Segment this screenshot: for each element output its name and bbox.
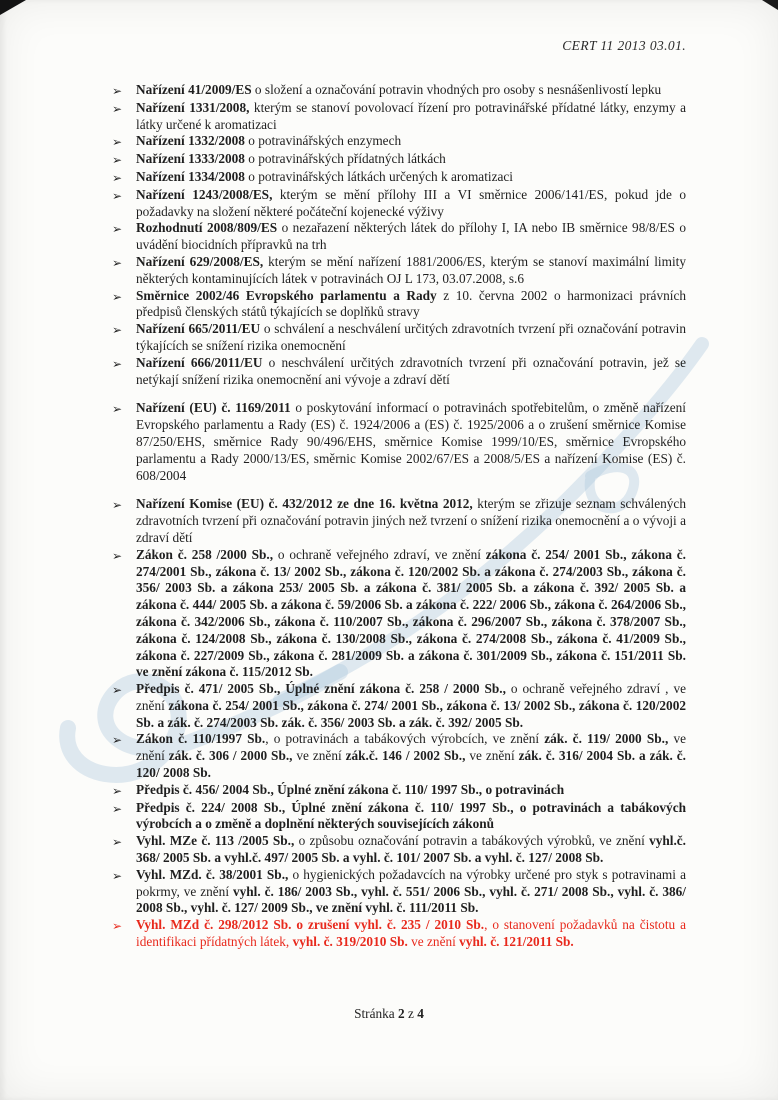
text-run: o potravinářských enzymech	[244, 133, 402, 149]
header-text: CERT 11 2013 03.01.	[562, 38, 686, 53]
list-bullet-icon: ➢	[112, 801, 123, 816]
text-run-bold: zákona č. 254/ 2001 Sb., zákona č. 274/2001 Sb., zákona č. 13/ 2002 Sb., zákona č. 120/2002 Sb. a zákona č. 274/2003 Sb., zákona č. 356/ 2003 Sb. a zákona 253/ 2005 Sb. a zákona č. 381/ 2005 Sb. a zákona č. 392/ 2005 Sb. a zákona č. 444/ 2005 Sb. a zákona č. 59/2006 Sb. a zákona č. 222/ 2006 Sb., zákona č. 264/2006 Sb., zákona č. 342/2006 Sb., zákona č. 110/2007 Sb., zákona č. 296/2007 Sb., zákona č. 378/2007 Sb., zákona č. 124/2008 Sb., zákona č. 130/2008 Sb., zákona č. 274/2008 Sb., zákona č. 41/2009 Sb., zákona č. 227/2009 Sb., zákona č. 281/2009 Sb. a zákona č. 301/2009 Sb., zákona č. 151/2011 Sb. ve znění zákona č. 115/2012 Sb.	[136, 546, 686, 680]
text-run-bold: 2	[398, 1006, 405, 1021]
text-run: ve znění	[136, 731, 686, 764]
list-bullet-icon: ➢	[112, 323, 123, 338]
list-bullet-icon: ➢	[112, 101, 123, 116]
list-item-text	[136, 800, 686, 834]
list-item-text	[136, 82, 686, 100]
text-run-bold: vyhl. č. 319/2010 Sb.	[292, 934, 408, 950]
text-run: o potravinářských látkách určených k aromatizaci	[244, 168, 513, 184]
text-run-bold: Nařízení 629/2008/ES,	[136, 253, 264, 269]
text-run: o poskytování informací o potravinách spotřebitelům, o změně nařízení Evropského parlamentu a Rady (ES) č. 1924/2006 a (ES) č. 1925/2006 a o zrušení směrnice Komise 87/250/EHS, směrnice Rady 90/496/EHS, směrnice Komise 1999/10/ES, směrnice Evropského parlamentu a Rady 2000/13/ES, směrnic Komise 2002/67/ES a 2008/5/ES a nařízení Komise (ES) č. 608/2004	[136, 400, 687, 483]
list-bullet-icon: ➢	[112, 868, 123, 883]
list-item-text	[136, 133, 686, 151]
text-run: kterým se stanoví povolovací řízení pro potravinářské přídatné látky, enzymy a látky určené k aromatizaci	[136, 99, 686, 132]
text-run: o schválení a neschválení určitých zdravotních tvrzení při označování potravin týkajících se snížení rizika onemocnění	[136, 321, 686, 353]
list-bullet-icon: ➢	[112, 498, 123, 513]
text-run: ve znění	[292, 748, 346, 764]
list-bullet-icon: ➢	[112, 919, 123, 934]
text-run: , o potravinách a tabákových výrobcích, ve znění	[265, 731, 545, 747]
text-run-bold: Předpis č. 471/ 2005 Sb., Úplné znění zákona č. 258 / 2000 Sb.,	[136, 681, 506, 697]
text-run-bold: zák. č. 316/ 2004 Sb. a zák. č. 120/ 2008 Sb.	[136, 748, 686, 781]
list-item	[112, 400, 686, 484]
list-item	[112, 731, 686, 781]
text-run: o složení a označování potravin vhodných pro osoby s nesnášenlivostí lepku	[251, 82, 662, 97]
list-item-text	[136, 400, 686, 484]
list-bullet-icon: ➢	[112, 222, 123, 237]
list-item	[112, 82, 686, 100]
list-bullet-icon: ➢	[112, 170, 123, 185]
text-run: z 10. června 2002 o harmonizaci právních předpisů členských států týkajících se doplňků stravy	[136, 287, 686, 320]
list-item-text	[136, 833, 686, 867]
list-item	[112, 917, 686, 951]
text-run-bold: Nařízení 41/2009/ES	[136, 82, 252, 97]
list-item-text	[136, 100, 686, 134]
list-bullet-icon: ➢	[112, 255, 123, 270]
list-item-text	[136, 254, 686, 288]
text-run-bold: Zákon č. 258 /2000 Sb.,	[136, 546, 274, 562]
list-bullet-icon: ➢	[112, 289, 123, 304]
text-run-bold: Nařízení 1331/2008,	[136, 99, 250, 115]
text-run: o neschválení určitých zdravotních tvrzení při označování potravin, jež se netýkají snížení rizika onemocnění ani vývoje a zdraví dětí	[136, 354, 686, 387]
list-item	[112, 800, 686, 834]
text-run-bold: Zákon č. 110/1997 Sb.	[136, 731, 266, 747]
list-bullet-icon: ➢	[112, 683, 123, 698]
text-run-bold: Směrnice 2002/46 Evropského parlamentu a Rady	[136, 287, 437, 303]
list-item-text	[136, 547, 686, 681]
text-run-bold: Předpis č. 456/ 2004 Sb., Úplné znění zákona č. 110/ 1997 Sb., o potravinách	[136, 781, 565, 797]
list-item	[112, 220, 686, 254]
list-bullet-icon: ➢	[112, 783, 123, 798]
text-run: ve znění	[465, 748, 519, 764]
text-run: o způsobu označování potravin a tabákových výrobků, ve znění	[294, 833, 650, 849]
list-item-text	[136, 731, 686, 781]
regulation-list	[112, 82, 686, 951]
text-run-bold: Vyhl. MZd. č. 38/2001 Sb.,	[136, 866, 289, 882]
list-item	[112, 151, 686, 169]
list-item	[112, 288, 686, 322]
text-run-bold: vyhl.č. 368/ 2005 Sb. a vyhl.č. 497/ 2005 Sb. a vyhl. č. 101/ 2007 Sb. a vyhl. č. 127/ 2008 Sb.	[136, 833, 686, 866]
list-bullet-icon: ➢	[112, 733, 123, 748]
text-run-bold: vyhl. č. 121/2011 Sb.	[459, 934, 574, 950]
text-run-bold: Nařízení (EU) č. 1169/2011	[136, 400, 291, 416]
list-item-text	[136, 355, 686, 389]
list-item-text	[136, 187, 686, 221]
list-bullet-icon: ➢	[112, 135, 123, 150]
text-run-bold: Předpis č. 224/ 2008 Sb., Úplné znění zákona č. 110/ 1997 Sb., o potravinách a tabákových výrobcích a o změně a doplnění některých souvisejících zákonů	[136, 799, 686, 832]
text-run: o nezařazení některých látek do přílohy I, IA nebo IB směrnice 98/8/ES o uvádění biocidních přípravků na trh	[136, 220, 686, 253]
text-run-bold: vyhl. č. 186/ 2003 Sb., vyhl. č. 551/ 2006 Sb., vyhl. č. 271/ 2008 Sb., vyhl. č. 386/ 2008 Sb., vyhl. č. 127/ 2009 Sb., ve znění vyhl. č. 111/2011 Sb.	[136, 883, 686, 916]
text-run-bold: zák. č. 119/ 2000 Sb.,	[544, 731, 669, 747]
list-item	[112, 100, 686, 134]
list-bullet-icon: ➢	[112, 548, 123, 563]
list-item	[112, 169, 686, 187]
text-run-bold: Vyhl. MZe č. 113 /2005 Sb.,	[136, 833, 295, 849]
text-run-bold: 4	[417, 1006, 424, 1021]
text-run: o ochraně veřejného zdraví , ve znění	[136, 681, 686, 713]
list-item-text	[136, 151, 686, 169]
text-run-bold: Nařízení 1333/2008	[136, 151, 245, 167]
list-bullet-icon: ➢	[112, 835, 123, 850]
list-item	[112, 496, 686, 546]
text-run-bold: zák.č. 146 / 2002 Sb.,	[345, 748, 466, 764]
list-item-text	[136, 496, 686, 546]
text-run-bold: Vyhl. MZd č. 298/2012 Sb. o zrušení vyhl. č. 235 / 2010 Sb.	[136, 917, 485, 933]
text-run-bold: Nařízení 1243/2008/ES,	[136, 186, 273, 202]
list-bullet-icon: ➢	[112, 402, 123, 417]
text-run-bold: Nařízení 1332/2008	[136, 133, 245, 149]
text-run-bold: Nařízení 666/2011/EU	[136, 354, 263, 370]
list-item	[112, 833, 686, 867]
text-run: Stránka	[354, 1006, 399, 1021]
list-item-text	[136, 782, 686, 800]
text-run: ve znění	[407, 934, 460, 950]
list-item-text	[136, 220, 686, 254]
text-run-bold: Rozhodnutí 2008/809/ES	[136, 220, 278, 236]
list-item	[112, 321, 686, 355]
text-run: o potravinářských přídatných látkách	[244, 151, 446, 167]
text-run: kterým se zřizuje seznam schválených zdravotních tvrzení při označování potravin jiných než tvrzení o snížení rizika onemocnění a o vývoji a zdraví dětí	[136, 496, 686, 545]
text-run: kterým se mění nařízení 1881/2006/ES, kterým se stanoví maximální limity některých kontaminujících látek v potravinách OJ L 173, 03.07.2008, s.6	[136, 253, 686, 286]
list-item	[112, 355, 686, 389]
list-item-text	[136, 321, 686, 355]
scan-artifact-top-right	[762, 0, 778, 10]
text-run: kterým se mění přílohy III a VI směrnice 2006/141/ES, pokud jde o požadavky na složení některé počáteční kojenecké výživy	[136, 186, 686, 219]
list-item	[112, 133, 686, 151]
list-bullet-icon: ➢	[112, 153, 123, 168]
text-run-bold: Nařízení Komise (EU) č. 432/2012 ze dne 16. května 2012,	[136, 496, 473, 512]
list-item	[112, 547, 686, 681]
list-item-text	[136, 288, 686, 322]
list-item	[112, 782, 686, 800]
text-run-bold: zák. č. 306 / 2000 Sb.,	[168, 748, 293, 764]
text-run-bold: zákona č. 254/ 2001 Sb., zákona č. 274/ 2001 Sb., zákona č. 13/ 2002 Sb., zákona č. 120/2002 Sb. a zák. č. 274/2003 Sb. zák. č. 356/ 2003 Sb. a zák. č. 392/ 2005 Sb.	[136, 697, 686, 730]
text-run: z	[404, 1006, 418, 1021]
list-item-text	[136, 917, 686, 951]
list-item-text	[136, 169, 686, 187]
list-bullet-icon: ➢	[112, 188, 123, 203]
list-item	[112, 681, 686, 731]
text-run: , o stanovení požadavků na čistotu a identifikaci přídatných látek,	[136, 917, 686, 950]
text-run-bold: Nařízení 1334/2008	[136, 168, 245, 184]
text-run: o hygienických požadavcích na výrobky určené pro styk s potravinami a pokrmy, ve znění	[136, 866, 686, 899]
list-item-text	[136, 867, 686, 917]
list-bullet-icon: ➢	[112, 356, 123, 371]
list-item	[112, 254, 686, 288]
document-header	[562, 38, 686, 54]
list-bullet-icon: ➢	[112, 84, 123, 98]
text-run: o ochraně veřejného zdraví, ve znění	[273, 546, 486, 562]
list-item	[112, 187, 686, 221]
list-item-text	[136, 681, 686, 731]
list-item	[112, 867, 686, 917]
page-footer	[0, 1006, 778, 1022]
scan-artifact-top-left	[0, 0, 26, 15]
text-run-bold: Nařízení 665/2011/EU	[136, 321, 261, 337]
